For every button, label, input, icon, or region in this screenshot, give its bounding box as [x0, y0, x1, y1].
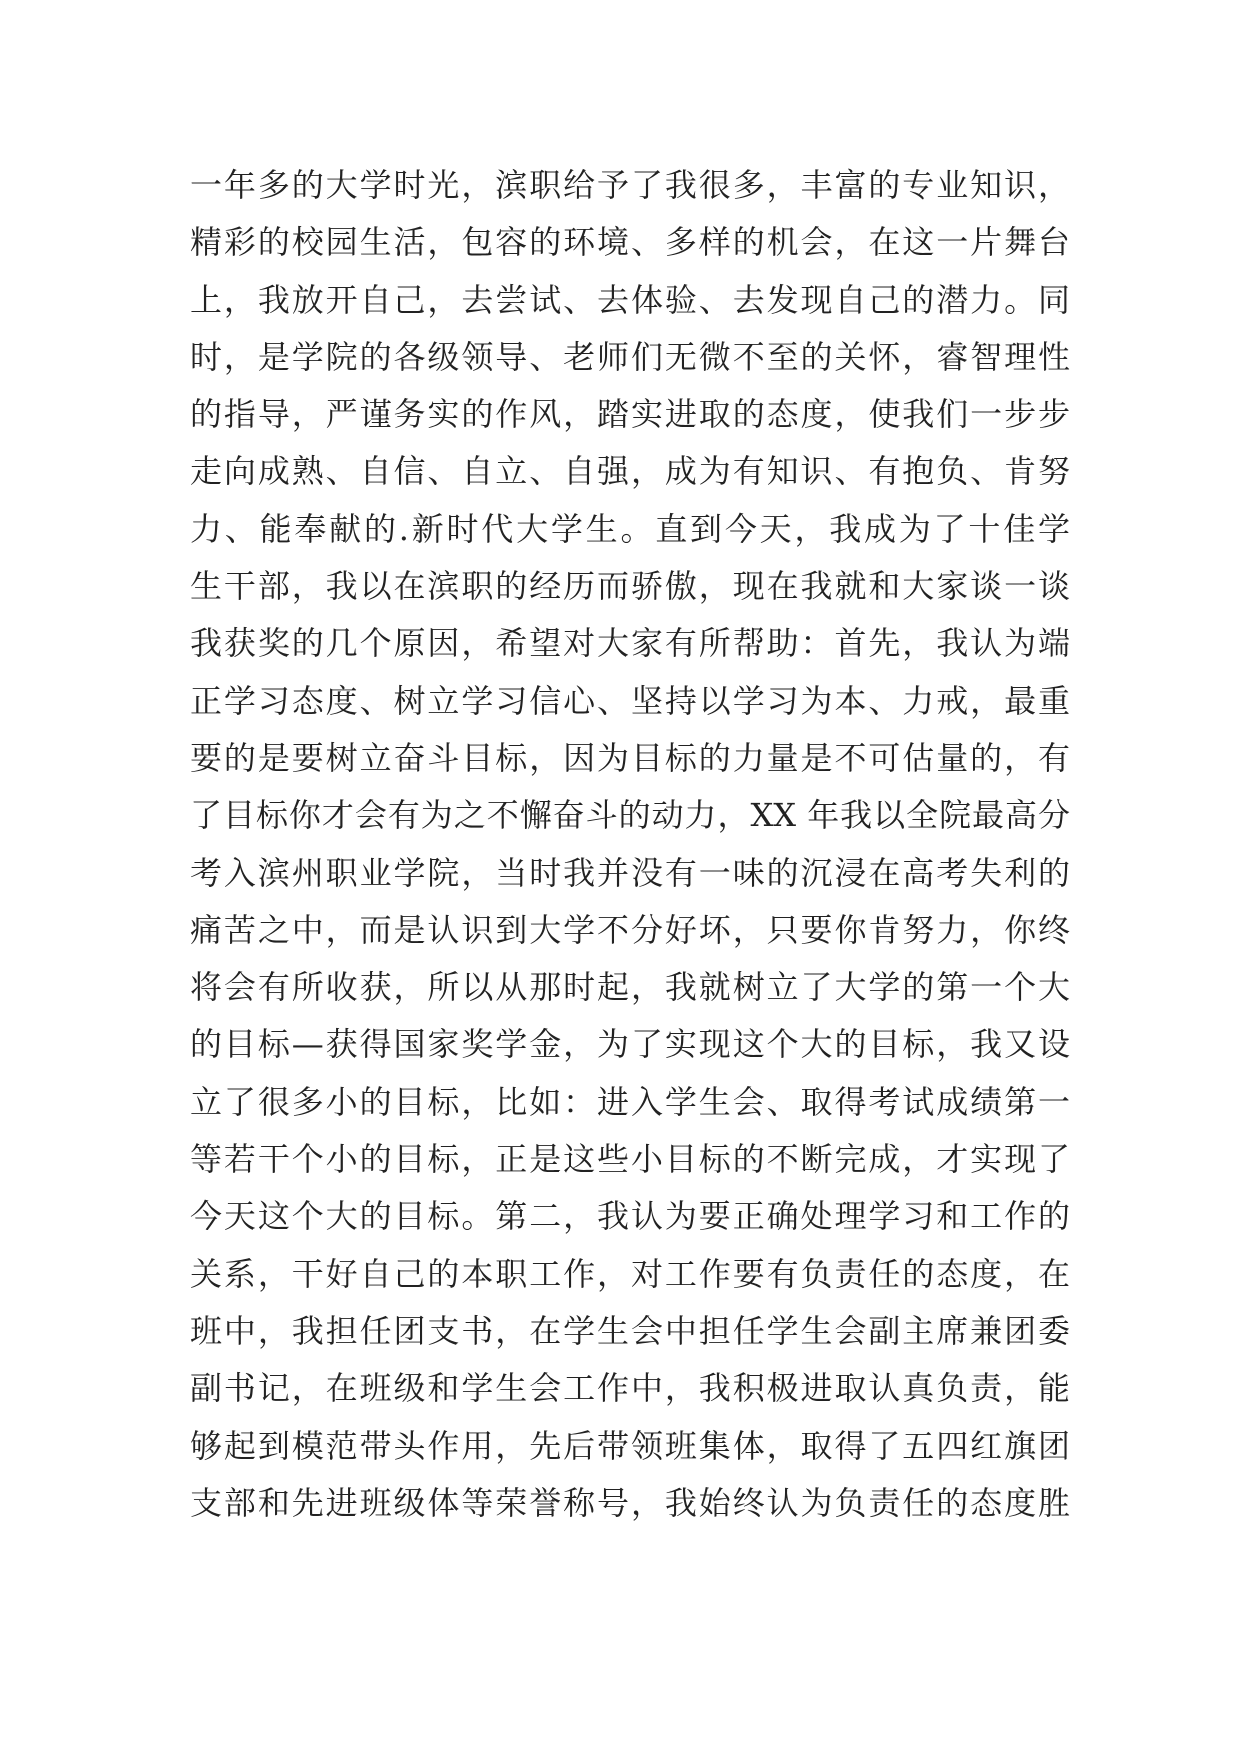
text-line: 副书记，在班级和学生会工作中，我积极进取认真负责，能	[190, 1369, 1070, 1408]
text-line: 正学习态度、树立学习信心、坚持以学习为本、力戒，最重	[190, 681, 1070, 720]
text-line: 要的是要树立奋斗目标，因为目标的力量是不可估量的，有	[190, 738, 1070, 777]
text-line: 班中，我担任团支书，在学生会中担任学生会副主席兼团委	[190, 1311, 1070, 1350]
text-line: 生干部，我以在滨职的经历而骄傲，现在我就和大家谈一谈	[190, 567, 1070, 606]
text-line: 支部和先进班级体等荣誉称号，我始终认为负责任的态度胜	[190, 1483, 1070, 1522]
text-line: 够起到模范带头作用，先后带领班集体，取得了五四红旗团	[190, 1426, 1070, 1465]
body-text	[190, 157, 1070, 1532]
text-line: 精彩的校园生活，包容的环境、多样的机会，在这一片舞台	[190, 223, 1070, 262]
text-line: 痛苦之中，而是认识到大学不分好坏，只要你肯努力，你终	[190, 910, 1070, 949]
text-line: 等若干个小的目标，正是这些小目标的不断完成，才实现了	[190, 1140, 1070, 1179]
text-line: 上，我放开自己，去尝试、去体验、去发现自己的潜力。同	[190, 280, 1070, 319]
text-line: 关系，干好自己的本职工作，对工作要有负责任的态度，在	[190, 1254, 1070, 1293]
text-line: 一年多的大学时光，滨职给予了我很多，丰富的专业知识，	[190, 166, 1070, 204]
text-line: 走向成熟、自信、自立、自强，成为有知识、有抱负、肯努	[190, 452, 1070, 491]
text-line: 将会有所收获，所以从那时起，我就树立了大学的第一个大	[190, 968, 1070, 1007]
text-line: 力、能奉献的.新时代大学生。直到今天，我成为了十佳学	[190, 509, 1070, 548]
text-line: 我获奖的几个原因，希望对大家有所帮助：首先，我认为端	[190, 624, 1070, 663]
text-line: 立了很多小的目标，比如：进入学生会、取得考试成绩第一	[190, 1082, 1070, 1121]
text-line: 时，是学院的各级领导、老师们无微不至的关怀，睿智理性	[190, 337, 1070, 376]
text-line: 了目标你才会有为之不懈奋斗的动力，XX 年我以全院最高分	[190, 796, 1070, 835]
text-line: 的目标—获得国家奖学金，为了实现这个大的目标，我又设	[190, 1025, 1070, 1064]
text-line: 今天这个大的目标。第二，我认为要正确处理学习和工作的	[190, 1197, 1070, 1236]
text-line: 的指导，严谨务实的作风，踏实进取的态度，使我们一步步	[190, 395, 1070, 434]
text-line: 考入滨州职业学院，当时我并没有一味的沉浸在高考失利的	[190, 853, 1070, 892]
